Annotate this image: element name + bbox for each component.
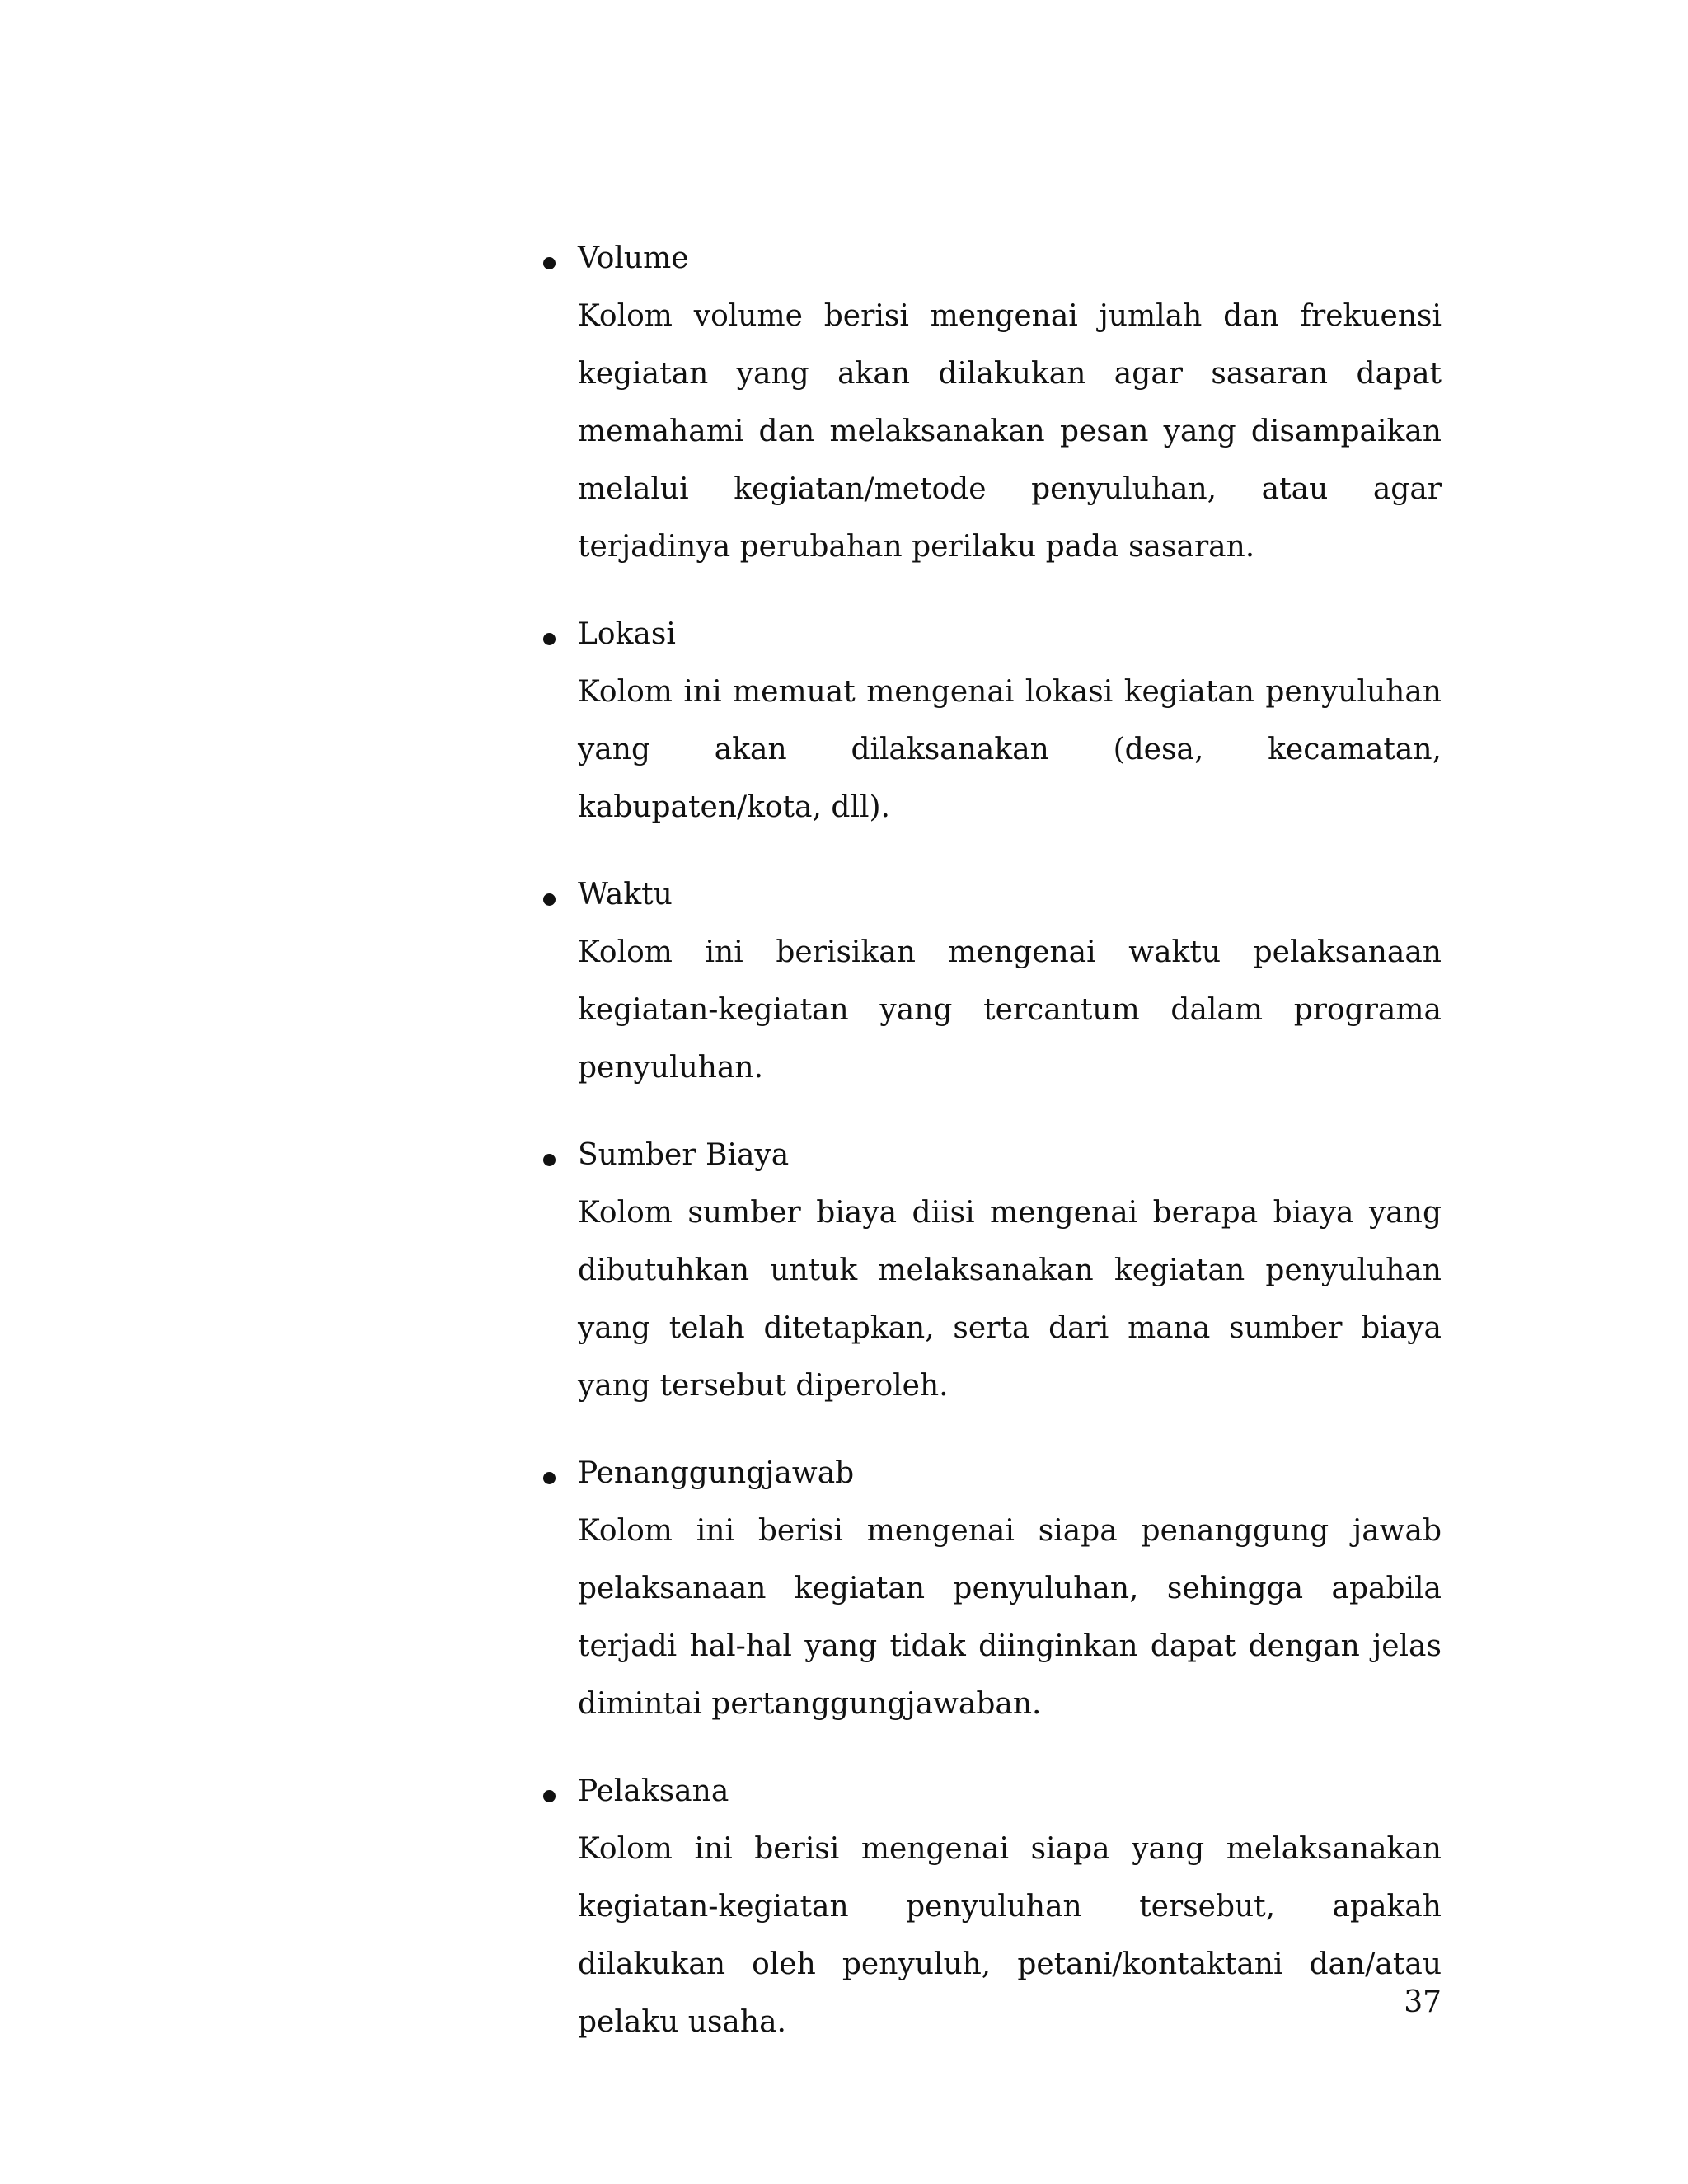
bullet-icon: [543, 633, 556, 645]
item-description: Kolom volume berisi mengenai jumlah dan frekuensi kegiatan yang akan dilakukan agar sasaran dapat memahami dan melaksanakan pesan yang disampaikan melalui kegiatan/metode penyuluhan, atau agar terjadinya perubahan perilaku pada sasaran.: [578, 299, 1442, 564]
bullet-icon: [543, 257, 556, 269]
page-number: 37: [1404, 1985, 1442, 2019]
item-description: Kolom ini berisikan mengenai waktu pelaksanaan kegiatan-kegiatan yang tercantum dalam programa penyuluhan.: [578, 935, 1442, 1085]
bullet-icon: [543, 1154, 556, 1166]
item-heading: Sumber Biaya: [578, 1138, 790, 1172]
bullet-icon: [543, 1472, 556, 1484]
item-description: Kolom ini berisi mengenai siapa penanggung jawab pelaksanaan kegiatan penyuluhan, sehingga apabila terjadi hal-hal yang tidak diinginkan dapat dengan jelas dimintai pertanggungjawaban.: [578, 1514, 1442, 1721]
list-item-lokasi: [537, 606, 1442, 837]
bullet-list: [537, 230, 1442, 2081]
bullet-icon: [543, 893, 556, 906]
item-description: Kolom sumber biaya diisi mengenai berapa biaya yang dibutuhkan untuk melaksanakan kegiatan penyuluhan yang telah ditetapkan, serta dari mana sumber biaya yang tersebut diperoleh.: [578, 1196, 1442, 1403]
item-heading: Volume: [578, 241, 689, 275]
item-description: Kolom ini berisi mengenai siapa yang melaksanakan kegiatan-kegiatan penyuluhan tersebut, apakah dilakukan oleh penyuluh, petani/kontaktani dan/atau pelaku usaha.: [578, 1832, 1442, 2039]
item-heading: Lokasi: [578, 617, 676, 651]
list-item-penanggungjawab: [537, 1445, 1442, 1733]
list-item-volume: [537, 230, 1442, 576]
item-heading: Waktu: [578, 878, 673, 912]
item-heading: Penanggungjawab: [578, 1456, 855, 1490]
list-item-sumber-biaya: [537, 1127, 1442, 1415]
list-item-waktu: [537, 866, 1442, 1097]
bullet-icon: [543, 1790, 556, 1802]
item-description: Kolom ini memuat mengenai lokasi kegiatan penyuluhan yang akan dilaksanakan (desa, kecamatan, kabupaten/kota, dll).: [578, 675, 1442, 824]
list-item-pelaksana: [537, 1763, 1442, 2051]
item-heading: Pelaksana: [578, 1774, 729, 1808]
